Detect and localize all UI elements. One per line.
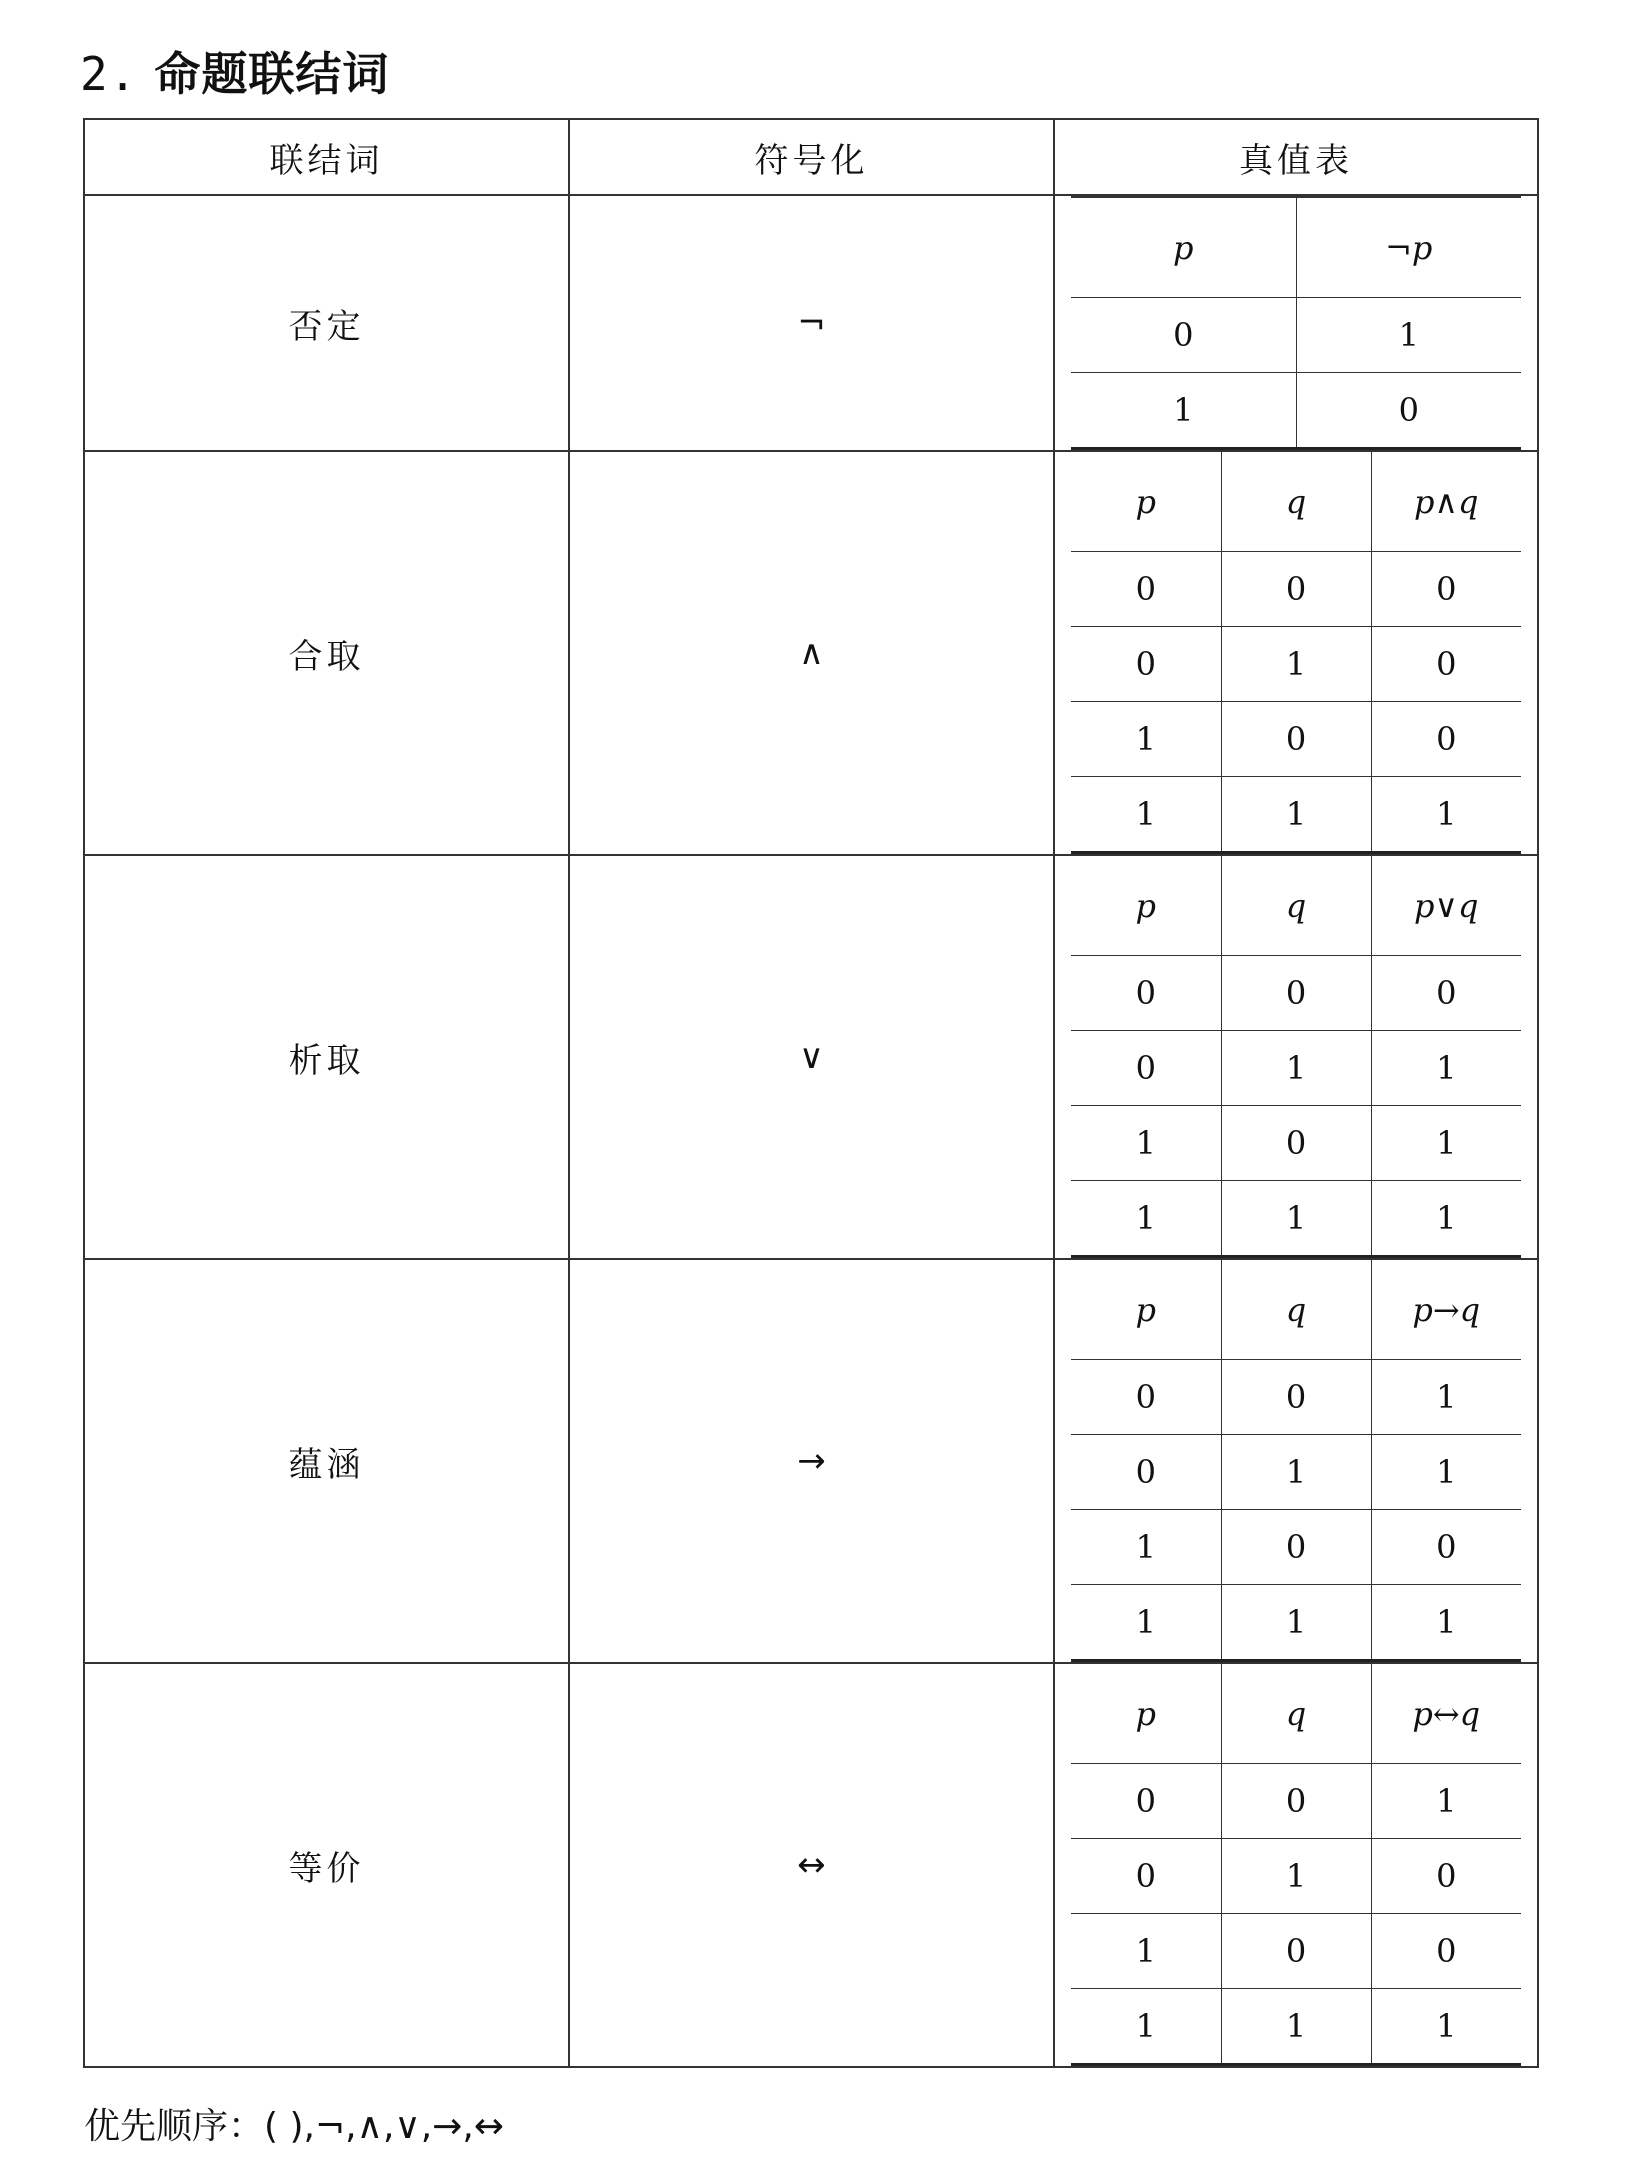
truth-table-header-row bbox=[1071, 197, 1521, 298]
truth-table-row bbox=[1071, 1360, 1521, 1435]
connective-row-conjunction bbox=[84, 451, 1538, 855]
truth-value: 0 bbox=[1071, 1839, 1221, 1914]
header-truth-table: 真值表 bbox=[1054, 119, 1538, 195]
connective-row-equivalence bbox=[84, 1663, 1538, 2067]
connective-row-implication bbox=[84, 1259, 1538, 1663]
connective-name: 合取 bbox=[84, 451, 569, 855]
truth-value: 1 bbox=[1071, 373, 1296, 449]
truth-value: 1 bbox=[1071, 1989, 1221, 2065]
truth-table-row bbox=[1071, 1031, 1521, 1106]
truth-value: 1 bbox=[1221, 1181, 1371, 1257]
truth-value: 1 bbox=[1071, 777, 1221, 853]
truth-value: 0 bbox=[1221, 1106, 1371, 1181]
truth-table-column-header: p∨q bbox=[1371, 856, 1521, 956]
precedence-note bbox=[84, 2098, 504, 2149]
truth-table-column-header: p bbox=[1071, 1664, 1221, 1764]
truth-value: 1 bbox=[1296, 298, 1521, 373]
truth-table-row bbox=[1071, 1510, 1521, 1585]
truth-table-row bbox=[1071, 1106, 1521, 1181]
truth-table-header-row bbox=[1071, 856, 1521, 956]
truth-table-implication bbox=[1071, 1260, 1521, 1662]
truth-table-header-row bbox=[1071, 452, 1521, 552]
truth-value: 1 bbox=[1221, 777, 1371, 853]
truth-table-column-header: ¬p bbox=[1296, 197, 1521, 298]
truth-table-row bbox=[1071, 1585, 1521, 1661]
truth-value: 0 bbox=[1071, 956, 1221, 1031]
truth-value: 1 bbox=[1071, 1510, 1221, 1585]
truth-table-disjunction bbox=[1071, 856, 1521, 1258]
truth-value: 0 bbox=[1221, 702, 1371, 777]
connective-row-negation bbox=[84, 195, 1538, 451]
connectives-table bbox=[83, 118, 1539, 2068]
truth-value: 0 bbox=[1221, 1914, 1371, 1989]
truth-table-row bbox=[1071, 627, 1521, 702]
truth-value: 1 bbox=[1071, 1585, 1221, 1661]
section-number: 2. bbox=[80, 47, 138, 101]
truth-table-row bbox=[1071, 1435, 1521, 1510]
truth-value: 0 bbox=[1071, 1360, 1221, 1435]
truth-table-negation bbox=[1071, 196, 1521, 450]
truth-table-column-header: p bbox=[1071, 452, 1221, 552]
truth-value: 0 bbox=[1071, 1435, 1221, 1510]
truth-value: 1 bbox=[1221, 1031, 1371, 1106]
truth-value: 1 bbox=[1371, 1764, 1521, 1839]
truth-value: 1 bbox=[1371, 1585, 1521, 1661]
truth-value: 0 bbox=[1221, 956, 1371, 1031]
truth-value: 0 bbox=[1071, 1764, 1221, 1839]
section-heading bbox=[80, 38, 389, 104]
truth-value: 0 bbox=[1071, 298, 1296, 373]
truth-table-column-header: p→q bbox=[1371, 1260, 1521, 1360]
truth-value: 0 bbox=[1221, 1510, 1371, 1585]
truth-value: 0 bbox=[1371, 552, 1521, 627]
truth-table-cell bbox=[1054, 451, 1538, 855]
truth-table-equivalence bbox=[1071, 1664, 1521, 2066]
connective-row-disjunction bbox=[84, 855, 1538, 1259]
truth-table-row bbox=[1071, 552, 1521, 627]
truth-value: 1 bbox=[1371, 1181, 1521, 1257]
truth-value: 1 bbox=[1371, 777, 1521, 853]
truth-table-column-header: p∧q bbox=[1371, 452, 1521, 552]
connective-name: 析取 bbox=[84, 855, 569, 1259]
truth-table-column-header: q bbox=[1221, 856, 1371, 956]
truth-value: 1 bbox=[1071, 702, 1221, 777]
truth-table-column-header: q bbox=[1221, 452, 1371, 552]
truth-value: 1 bbox=[1371, 1989, 1521, 2065]
connective-symbol: → bbox=[569, 1259, 1054, 1663]
truth-value: 0 bbox=[1221, 1360, 1371, 1435]
truth-value: 1 bbox=[1371, 1360, 1521, 1435]
truth-table-row bbox=[1071, 956, 1521, 1031]
header-connective: 联结词 bbox=[84, 119, 569, 195]
truth-value: 1 bbox=[1221, 627, 1371, 702]
truth-table-row bbox=[1071, 1181, 1521, 1257]
connective-name: 蕴涵 bbox=[84, 1259, 569, 1663]
truth-table-cell bbox=[1054, 195, 1538, 451]
connective-symbol: ∧ bbox=[569, 451, 1054, 855]
truth-value: 1 bbox=[1071, 1181, 1221, 1257]
connective-name: 否定 bbox=[84, 195, 569, 451]
truth-value: 1 bbox=[1221, 1435, 1371, 1510]
truth-table-row bbox=[1071, 1914, 1521, 1989]
truth-value: 0 bbox=[1371, 627, 1521, 702]
truth-table-cell bbox=[1054, 1259, 1538, 1663]
truth-value: 1 bbox=[1221, 1839, 1371, 1914]
truth-table-row bbox=[1071, 1989, 1521, 2065]
truth-value: 1 bbox=[1371, 1031, 1521, 1106]
truth-table-column-header: p bbox=[1071, 856, 1221, 956]
truth-value: 1 bbox=[1071, 1106, 1221, 1181]
header-symbol: 符号化 bbox=[569, 119, 1054, 195]
truth-table-conjunction bbox=[1071, 452, 1521, 854]
truth-value: 1 bbox=[1371, 1106, 1521, 1181]
truth-table-header-row bbox=[1071, 1664, 1521, 1764]
precedence-label: 优先顺序： bbox=[84, 2106, 265, 2147]
truth-value: 0 bbox=[1371, 1839, 1521, 1914]
truth-table-column-header: q bbox=[1221, 1260, 1371, 1360]
truth-value: 0 bbox=[1371, 702, 1521, 777]
truth-value: 0 bbox=[1071, 1031, 1221, 1106]
truth-value: 0 bbox=[1371, 956, 1521, 1031]
truth-table-header-row bbox=[1071, 1260, 1521, 1360]
truth-table-column-header: p bbox=[1071, 197, 1296, 298]
precedence-order: ( ),¬,∧,∨,→,↔ bbox=[264, 2106, 504, 2147]
truth-value: 1 bbox=[1221, 1585, 1371, 1661]
truth-table-row bbox=[1071, 373, 1521, 449]
truth-value: 0 bbox=[1221, 552, 1371, 627]
truth-table-column-header: p↔q bbox=[1371, 1664, 1521, 1764]
truth-table-row bbox=[1071, 1839, 1521, 1914]
truth-value: 1 bbox=[1221, 1989, 1371, 2065]
connective-symbol: ↔ bbox=[569, 1663, 1054, 2067]
connective-symbol: ∨ bbox=[569, 855, 1054, 1259]
truth-value: 0 bbox=[1296, 373, 1521, 449]
truth-table-column-header: p bbox=[1071, 1260, 1221, 1360]
truth-table-row bbox=[1071, 1764, 1521, 1839]
truth-value: 0 bbox=[1371, 1510, 1521, 1585]
truth-value: 0 bbox=[1221, 1764, 1371, 1839]
table-header-row bbox=[84, 119, 1538, 195]
section-title: 命题联结词 bbox=[154, 47, 390, 101]
truth-table-cell bbox=[1054, 1663, 1538, 2067]
truth-table-row bbox=[1071, 702, 1521, 777]
truth-value: 1 bbox=[1371, 1435, 1521, 1510]
connective-symbol: ¬ bbox=[569, 195, 1054, 451]
truth-value: 0 bbox=[1071, 552, 1221, 627]
truth-value: 0 bbox=[1371, 1914, 1521, 1989]
truth-table-column-header: q bbox=[1221, 1664, 1371, 1764]
truth-table-row bbox=[1071, 777, 1521, 853]
connective-name: 等价 bbox=[84, 1663, 569, 2067]
truth-table-cell bbox=[1054, 855, 1538, 1259]
truth-table-row bbox=[1071, 298, 1521, 373]
truth-value: 0 bbox=[1071, 627, 1221, 702]
truth-value: 1 bbox=[1071, 1914, 1221, 1989]
